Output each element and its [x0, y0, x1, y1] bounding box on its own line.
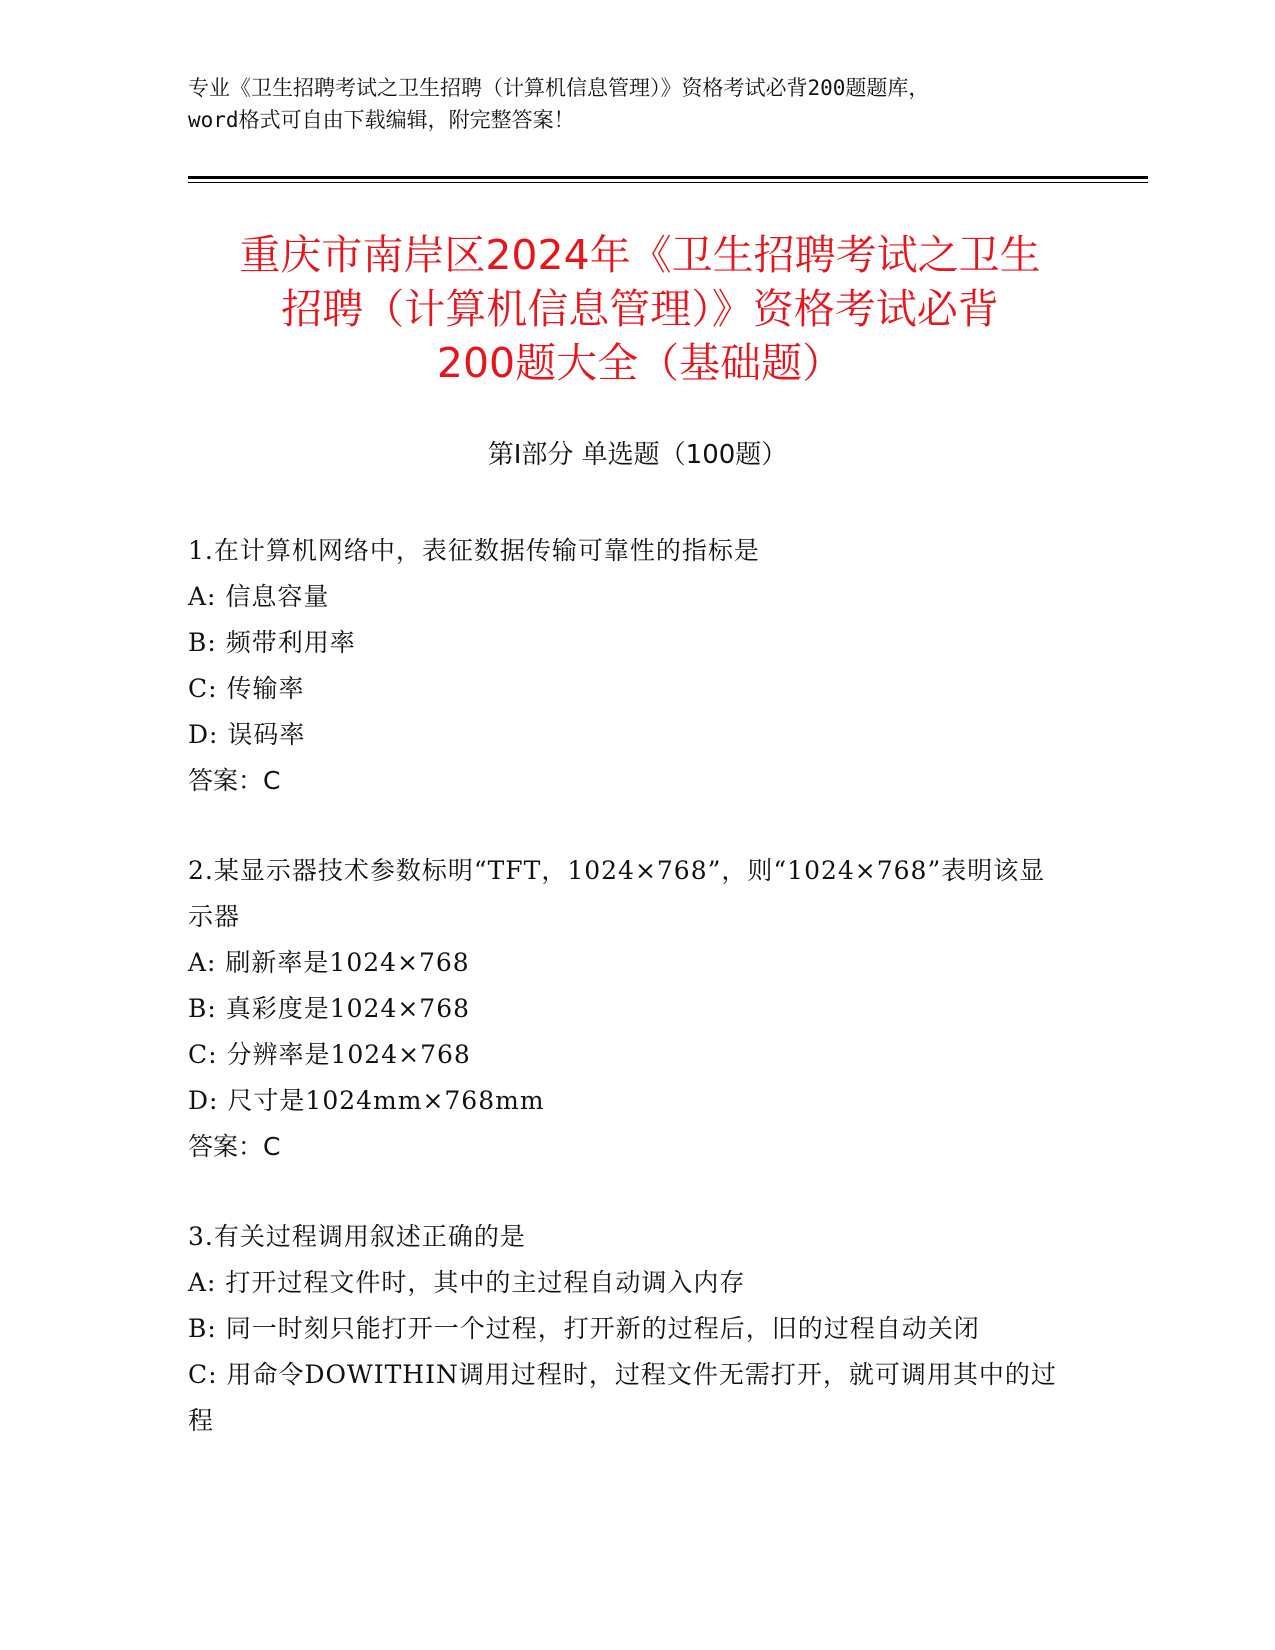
option-b: B: 同一时刻只能打开一个过程，打开新的过程后，旧的过程自动关闭	[188, 1314, 980, 1343]
question-list	[188, 528, 1068, 1488]
option-b: B: 真彩度是1024×768	[188, 994, 471, 1023]
document-title	[180, 228, 1100, 390]
question-stem: 2.某显示器技术参数标明“TFT，1024×768”，则“1024×768”表明该显示器	[188, 856, 1046, 931]
header-note-line-1: 专业《卫生招聘考试之卫生招聘（计算机信息管理）》资格考试必背200题题库，	[188, 76, 930, 100]
answer: 答案：C	[188, 766, 281, 795]
question-stem: 3.有关过程调用叙述正确的是	[188, 1222, 526, 1251]
section-heading: 第Ⅰ部分 单选题（100题）	[487, 440, 788, 470]
title-line-1: 重庆市南岸区2024年《卫生招聘考试之卫生	[239, 231, 1041, 279]
option-a: A: 信息容量	[188, 582, 330, 611]
answer: 答案：C	[188, 1132, 281, 1161]
question-1	[188, 528, 1068, 804]
option-d: D: 尺寸是1024mm×768mm	[188, 1086, 545, 1115]
option-a: A: 打开过程文件时，其中的主过程自动调入内存	[188, 1268, 746, 1297]
title-line-3: 200题大全（基础题）	[436, 339, 844, 387]
option-c: C: 传输率	[188, 674, 305, 703]
option-b: B: 频带利用率	[188, 628, 356, 657]
document-header-note	[188, 72, 1088, 136]
question-3	[188, 1214, 1068, 1444]
question-2	[188, 848, 1068, 1170]
header-divider-thin	[188, 182, 1148, 183]
option-a: A: 刷新率是1024×768	[188, 948, 470, 977]
header-note-line-2: word格式可自由下载编辑，附完整答案！	[188, 108, 575, 132]
option-d: D: 误码率	[188, 720, 306, 749]
title-line-2: 招聘（计算机信息管理）》资格考试必背	[281, 285, 999, 333]
option-c: C: 用命令DOWITHIN调用过程时，过程文件无需打开，就可调用其中的过程	[188, 1360, 1057, 1435]
option-c: C: 分辨率是1024×768	[188, 1040, 471, 1069]
header-divider-thick	[188, 176, 1148, 179]
question-stem: 1.在计算机网络中，表征数据传输可靠性的指标是	[188, 536, 760, 565]
